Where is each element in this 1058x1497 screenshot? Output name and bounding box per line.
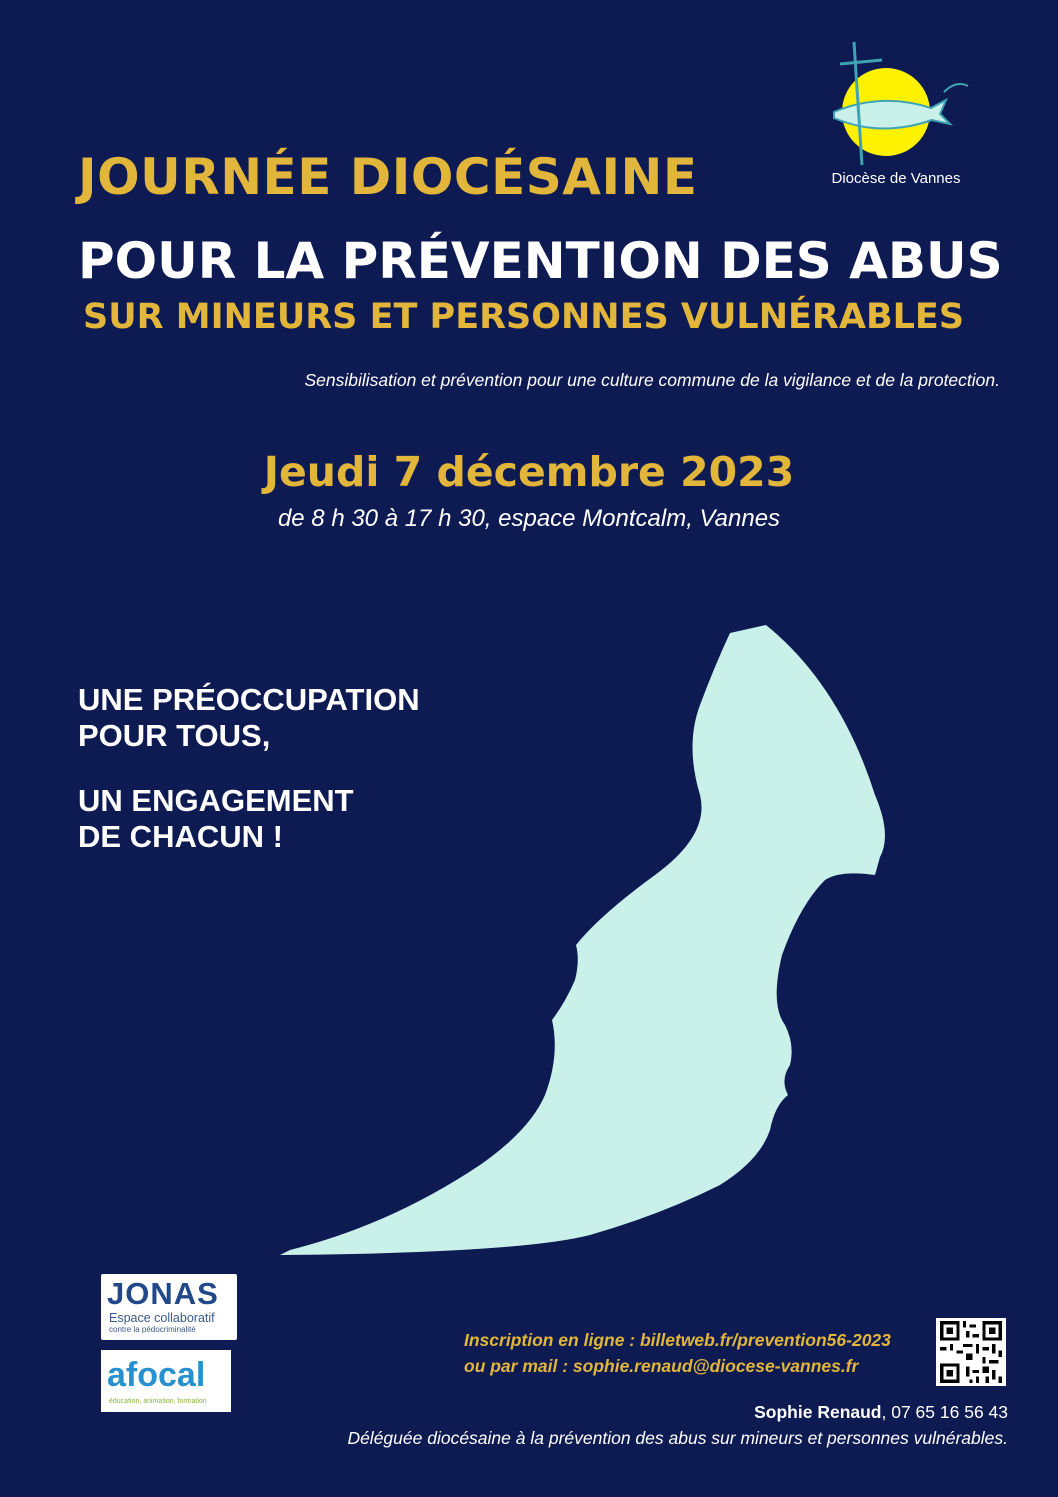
contact-line — [400, 1402, 1008, 1423]
subtitle: Sensibilisation et prévention pour une culture commune de la vigilance et de la protection. — [304, 370, 1000, 390]
jonas-logo — [101, 1274, 237, 1340]
page-title: JOURNÉE DIOCÉSAINE — [78, 148, 698, 206]
event-time-place: de 8 h 30 à 17 h 30, espace Montcalm, Vannes — [277, 505, 781, 532]
slogan-line-2: POUR TOUS, — [78, 718, 271, 753]
title-line-3: SUR MINEURS ET PERSONNES VULNÉRABLES — [83, 297, 965, 337]
afocal-logo-title: afocal — [107, 1356, 206, 1394]
contact-phone[interactable]: , 07 65 16 56 43 — [881, 1402, 1008, 1422]
slogan-line-4: DE CHACUN ! — [78, 819, 283, 854]
jonas-logo-subtitle: Espace collaboratif — [109, 1311, 215, 1325]
event-date: Jeudi 7 décembre 2023 — [263, 448, 795, 496]
diocese-logo-caption: Diocèse de Vannes — [831, 170, 961, 187]
slogan-line-1: UNE PRÉOCCUPATION — [78, 682, 420, 717]
contact-role: Déléguée diocésaine à la prévention des abus sur mineurs et personnes vulnérables. — [347, 1428, 1008, 1448]
slogan-line-3: UN ENGAGEMENT — [78, 783, 354, 818]
jonas-logo-tagline: contre la pédocriminalité — [109, 1325, 196, 1334]
afocal-logo-tagline: éducation, animation, formation — [109, 1398, 207, 1405]
contact-name: Sophie Renaud — [754, 1402, 882, 1422]
title-line-2: POUR LA PRÉVENTION DES ABUS — [78, 232, 1003, 290]
face-silhouette-illustration — [280, 625, 900, 1260]
qr-code-icon[interactable] — [936, 1318, 1006, 1386]
registration-mail-link[interactable]: ou par mail : sophie.renaud@diocese-vannes.fr — [464, 1356, 859, 1376]
jonas-logo-title: JONAS — [107, 1276, 219, 1311]
registration-online-link[interactable]: Inscription en ligne : billetweb.fr/prevention56-2023 — [464, 1330, 891, 1350]
afocal-logo — [101, 1350, 231, 1412]
